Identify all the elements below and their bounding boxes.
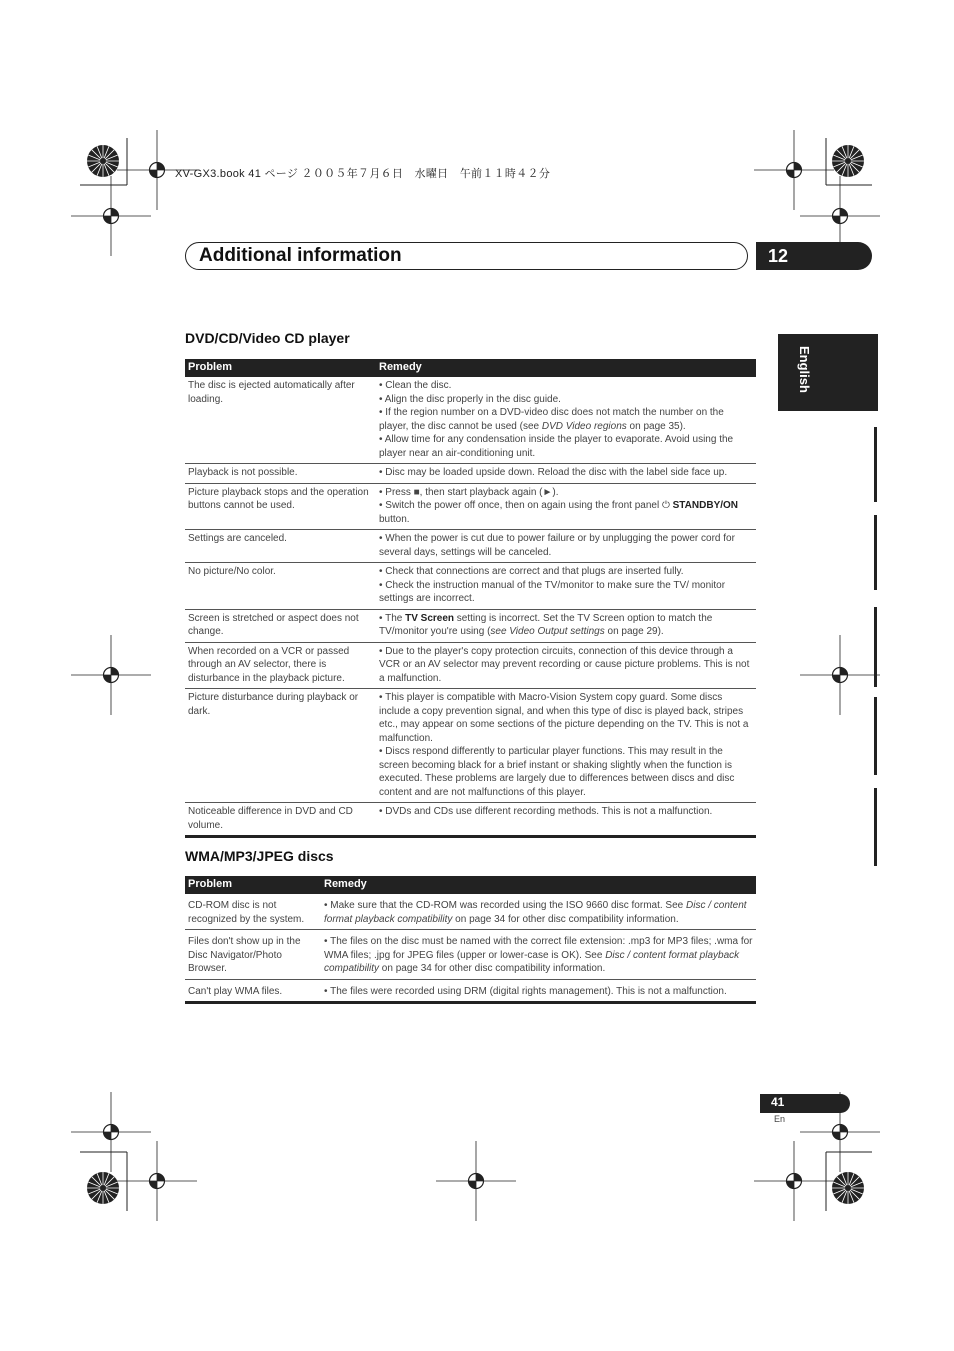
troubleshooting-table-wma (185, 876, 756, 1004)
problem-cell: Files don't show up in the Disc Navigator/Photo Browser. (185, 930, 321, 980)
page-number: 41 (771, 1095, 785, 1109)
table-row (185, 689, 756, 803)
remedy-cell (376, 642, 756, 689)
remedy-text: • If the region number on a DVD-video disc does not match the number on the player, the disc cannot be used (see (379, 407, 724, 432)
remedy-item (379, 745, 753, 799)
remedy-cell (376, 530, 756, 563)
remedy-text: • The files on the disc must be named with the correct file extension: .mp3 for MP3 files; .wma for WMA files; .jpg for JPEG files (upper or lower-case is OK). See (324, 936, 753, 961)
remedy-text: see Video Output settings (490, 626, 605, 637)
page-language: En (774, 1114, 786, 1124)
remedy-text: • Check that connections are correct and that plugs are inserted fully. (379, 566, 684, 577)
edge-bar (874, 515, 877, 590)
problem-cell: When recorded on a VCR or passed through an AV selector, there is disturbance in the playback picture. (185, 642, 376, 689)
section-heading-wma: WMA/MP3/JPEG discs (185, 848, 334, 864)
problem-cell: Picture disturbance during playback or dark. (185, 689, 376, 803)
problem-cell: Settings are canceled. (185, 530, 376, 563)
section-heading-dvd: DVD/CD/Video CD player (185, 330, 350, 346)
remedy-item (379, 433, 753, 460)
remedy-text: setting is incorrect. Set the TV Screen option to match the TV/monitor you're using ( (379, 612, 713, 637)
table-row (185, 483, 756, 530)
remedy-text: • Check the instruction manual of the TV/monitor to make sure the TV/ monitor settings are incorrect. (379, 579, 726, 604)
remedy-cell (376, 609, 756, 642)
edge-bar (874, 697, 877, 775)
remedy-text: Disc / content format playback compatibility (324, 949, 740, 974)
table-row (185, 377, 756, 464)
remedy-item (379, 565, 753, 579)
column-header-remedy: Remedy (321, 876, 756, 894)
remedy-item (379, 466, 753, 480)
remedy-text: DVD Video regions (541, 420, 627, 432)
chapter-title: Additional information (199, 245, 402, 266)
problem-cell: The disc is ejected automatically after loading. (185, 377, 376, 464)
remedy-cell (376, 483, 756, 530)
remedy-item (379, 579, 753, 606)
remedy-text: Disc / content format playback compatibility (324, 900, 747, 925)
edge-bar (874, 427, 877, 502)
remedy-cell (321, 894, 756, 930)
table-row (185, 894, 756, 930)
remedy-text: • Press ■, then start playback again (►). (379, 486, 559, 498)
remedy-text: • Discs respond differently to particular player functions. This may result in the screen becoming black for a brief instant or shaking slightly when the function is executed. These problems are largely due to differences between discs and disc content and are not malfunctions of this player. (379, 746, 735, 798)
remedy-cell (376, 377, 756, 464)
remedy-item (324, 985, 753, 999)
remedy-text: TV Screen (405, 612, 455, 624)
remedy-text: on page 34 for other disc compatibility information. (379, 963, 606, 974)
edge-bar (874, 788, 877, 866)
remedy-text: on page 29). (604, 626, 664, 637)
table-row (185, 803, 756, 837)
table-row (185, 563, 756, 610)
problem-cell: Noticeable difference in DVD and CD volume. (185, 803, 376, 837)
remedy-text: on page 34 for other disc compatibility information. (452, 913, 679, 925)
table-row (185, 642, 756, 689)
remedy-text: on page 35). (626, 420, 686, 432)
problem-cell: Screen is stretched or aspect does not change. (185, 609, 376, 642)
remedy-item (379, 645, 753, 686)
remedy-item (324, 899, 753, 926)
problem-cell: Playback is not possible. (185, 464, 376, 484)
table-row (185, 530, 756, 563)
language-tab-label: English (797, 346, 812, 393)
remedy-item (379, 805, 753, 819)
problem-cell: No picture/No color. (185, 563, 376, 610)
remedy-text: • This player is compatible with Macro-Vision System copy guard. Some discs include a copy prevention signal, and when this type of disc is played back, stripes etc., may appear on some sections of the picture depending on the TV. This is not a malfunction. (379, 692, 749, 744)
table-row (185, 464, 756, 484)
remedy-item (379, 393, 753, 407)
remedy-item (379, 499, 753, 526)
remedy-text: • Switch the power off once, then on again using the front panel ⏻ (379, 500, 673, 511)
remedy-text: • Disc may be loaded upside down. Reload the disc with the label side face up. (379, 467, 728, 478)
remedy-cell (321, 979, 756, 1003)
remedy-item (379, 612, 753, 639)
remedy-text: • The files were recorded using DRM (digital rights management). This is not a malfunction. (324, 985, 727, 997)
column-header-remedy: Remedy (376, 359, 756, 377)
table-row (185, 979, 756, 1003)
remedy-item (379, 406, 753, 433)
remedy-text: STANDBY/ON (672, 500, 739, 511)
remedy-item (379, 532, 753, 559)
table-row (185, 930, 756, 980)
remedy-cell (376, 689, 756, 803)
table-row (185, 609, 756, 642)
remedy-text: • DVDs and CDs use different recording methods. This is not a malfunction. (379, 806, 713, 817)
remedy-text: • When the power is cut due to power failure or by unplugging the power cord for several days, settings will be canceled. (379, 533, 735, 558)
remedy-text: • Due to the player's copy protection circuits, connection of this device through a VCR or an AV selector may prevent recording or cause picture problems. This is not a malfunction. (379, 645, 750, 684)
troubleshooting-table-dvd (185, 359, 756, 838)
column-header-problem: Problem (185, 876, 321, 894)
remedy-cell (376, 563, 756, 610)
column-header-problem: Problem (185, 359, 376, 377)
edge-bar (874, 607, 877, 687)
remedy-item (379, 379, 753, 393)
remedy-item (379, 486, 753, 500)
remedy-text: • Make sure that the CD-ROM was recorded using the ISO 9660 disc format. See (324, 900, 686, 911)
remedy-text: • Clean the disc. (379, 380, 452, 391)
remedy-text: • Align the disc properly in the disc guide. (379, 393, 561, 405)
remedy-cell (376, 464, 756, 484)
problem-cell: Can't play WMA files. (185, 979, 321, 1003)
problem-cell: Picture playback stops and the operation buttons cannot be used. (185, 483, 376, 530)
remedy-text: • Allow time for any condensation inside the player to evaporate. Avoid using the player near an air-conditioning unit. (379, 434, 734, 459)
remedy-cell (321, 930, 756, 980)
remedy-cell (376, 803, 756, 837)
remedy-item (324, 935, 753, 976)
file-header: XV-GX3.book 41 ページ ２００５年７月６日 水曜日 午前１１時４２分 (175, 168, 551, 180)
remedy-item (379, 691, 753, 745)
remedy-text: button. (379, 513, 410, 525)
remedy-text: • The (379, 612, 406, 624)
chapter-number: 12 (768, 246, 789, 266)
problem-cell: CD-ROM disc is not recognized by the system. (185, 894, 321, 930)
